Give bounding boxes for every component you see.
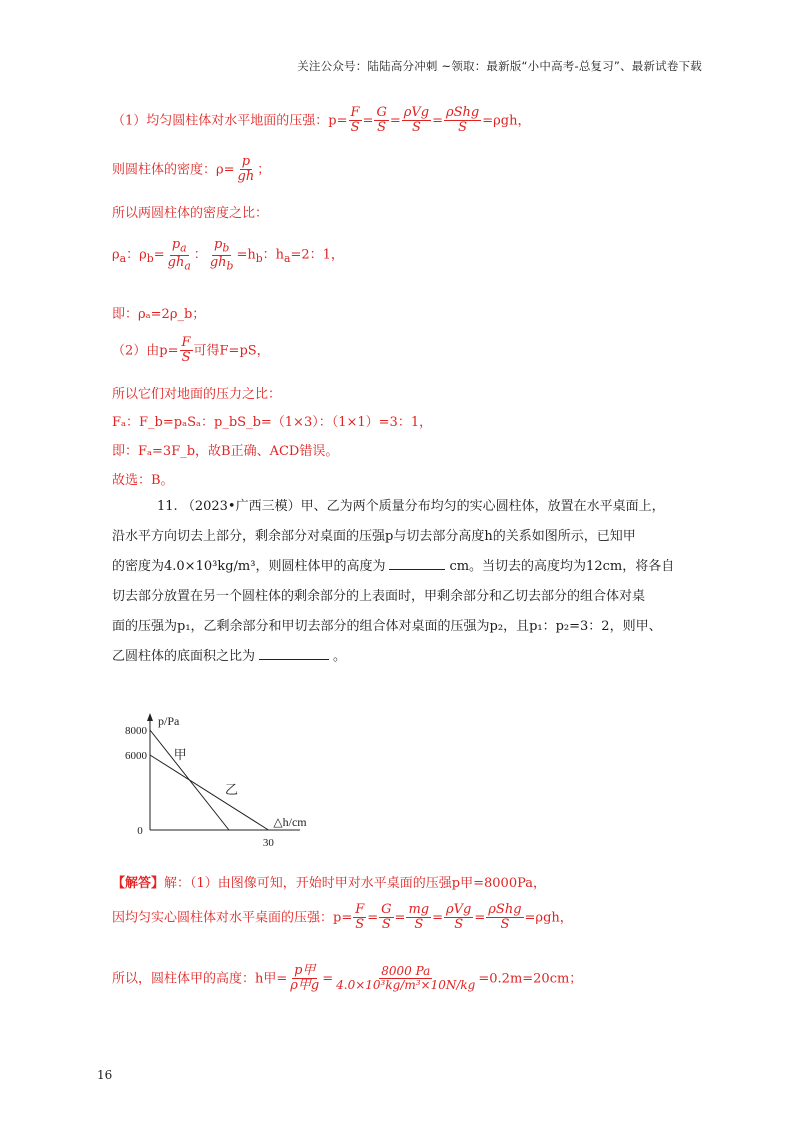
y-tick-label: 6000 xyxy=(125,750,147,762)
prev-solution-line-3: 所以两圆柱体的密度之比： xyxy=(112,206,269,221)
y-tick-label: 8000 xyxy=(125,725,147,737)
answer-line-1: 【解答】解：（1）由图像可知，开始时甲对水平桌面的压强p甲=8000Pa， xyxy=(112,876,546,891)
question-text: cm。当切去的高度均为12cm，将各自 xyxy=(449,559,675,574)
page-header: 关注公众号：陆陆高分冲刺 ~领取：最新版“小中高考-总复习”、最新试卷下载 xyxy=(297,59,702,73)
answer-tag: 【解答】 xyxy=(112,876,165,891)
prev-solution-line-9: 即：Fₐ=3F_b，故B正确、ACD错误。 xyxy=(112,444,339,459)
question-text: 切去部分放置在另一个圆柱体的剩余部分的上表面时，甲剩余部分和乙切去部分的组合体对桌 xyxy=(112,589,646,604)
answer-line-3: 所以，圆柱体甲的高度：h甲= $\frac{\text{p甲}}{\text{ρ甲g}}$ = $\frac{8000 Pa}{\text{4.0×10³kg/m³×10N/kg}}$ =0.2m=20cm； xyxy=(112,963,583,994)
prev-solution-line-10: 故选：B。 xyxy=(112,473,174,488)
origin-label: 0 xyxy=(137,825,143,837)
question-text: 沿水平方向切去上部分，剩余部分对桌面的压强p与切去部分高度h的关系如图所示，已知甲 xyxy=(112,529,636,544)
series-line-yi xyxy=(150,755,268,830)
x-tick-label: 30 xyxy=(262,837,274,849)
prev-solution-line-8: Fₐ：F_b=pₐSₐ：p_bS_b=（1×3）：（1×1）=3：1， xyxy=(112,415,433,430)
question-text: 甲、乙为两个质量分布均匀的实心圆柱体，放置在水平桌面上， xyxy=(300,499,665,514)
answer-blank[interactable] xyxy=(259,658,329,660)
prev-solution-line-4: $\rho_a$：$\rho_b=$ $\frac{p_a}{gh_a}$ ： $\frac{p_b}{gh_b}$ $=h_b$：$h_a=2$：1， xyxy=(112,237,344,273)
question-text: 。 xyxy=(333,649,347,664)
y-axis-arrow xyxy=(147,713,153,721)
answer-blank[interactable] xyxy=(389,568,445,570)
question-number: 11. xyxy=(157,499,178,514)
prev-solution-line-5: 即：ρₐ=2ρ_b； xyxy=(112,307,206,322)
text: （1）均匀圆柱体对水平地面的压强：p= xyxy=(112,113,348,129)
question-source: （2023•广西三模） xyxy=(181,499,301,514)
prev-solution-line-6: （2）由p= $\frac{F}{S}$ 可得F=pS， xyxy=(112,335,270,366)
prev-solution-line-1: （1）均匀圆柱体对水平地面的压强：p= $\frac{F}{S}$ = $\frac{G}{S}$ = $\frac{\text{ρVg}}{S}$ = $\frac{\text{ρShg}}{S}$ =ρgh， xyxy=(112,105,531,136)
question-text: 面的压强为p₁，乙剩余部分和甲切去部分的组合体对桌面的压强为p₂，且p₁：p₂=3：2，则甲、 xyxy=(112,619,662,634)
pressure-height-graph xyxy=(110,705,320,855)
series-label: 甲 xyxy=(173,747,187,762)
question-11 xyxy=(112,492,674,672)
question-text: 的密度为4.0×10³kg/m³，则圆柱体甲的高度为 xyxy=(112,559,386,574)
prev-solution-line-7: 所以它们对地面的压力之比： xyxy=(112,387,282,402)
page-number: 16 xyxy=(97,1068,113,1082)
x-axis-label: △h/cm xyxy=(273,815,307,829)
question-text: 乙圆柱体的底面积之比为 xyxy=(112,649,256,664)
y-axis-label: p/Pa xyxy=(158,714,180,728)
prev-solution-line-2: 则圆柱体的密度：ρ= $\frac{p}{gh}$ ； xyxy=(112,154,271,185)
series-label: 乙 xyxy=(225,782,239,797)
answer-line-2: 因均匀实心圆柱体对水平桌面的压强：p= $\frac{F}{S}$ = $\frac{G}{S}$ = $\frac{mg}{S}$ = $\frac{\text{ρVg}}{S}$ = $\frac{\text{ρShg}}{S}$ =ρgh， xyxy=(112,902,573,933)
